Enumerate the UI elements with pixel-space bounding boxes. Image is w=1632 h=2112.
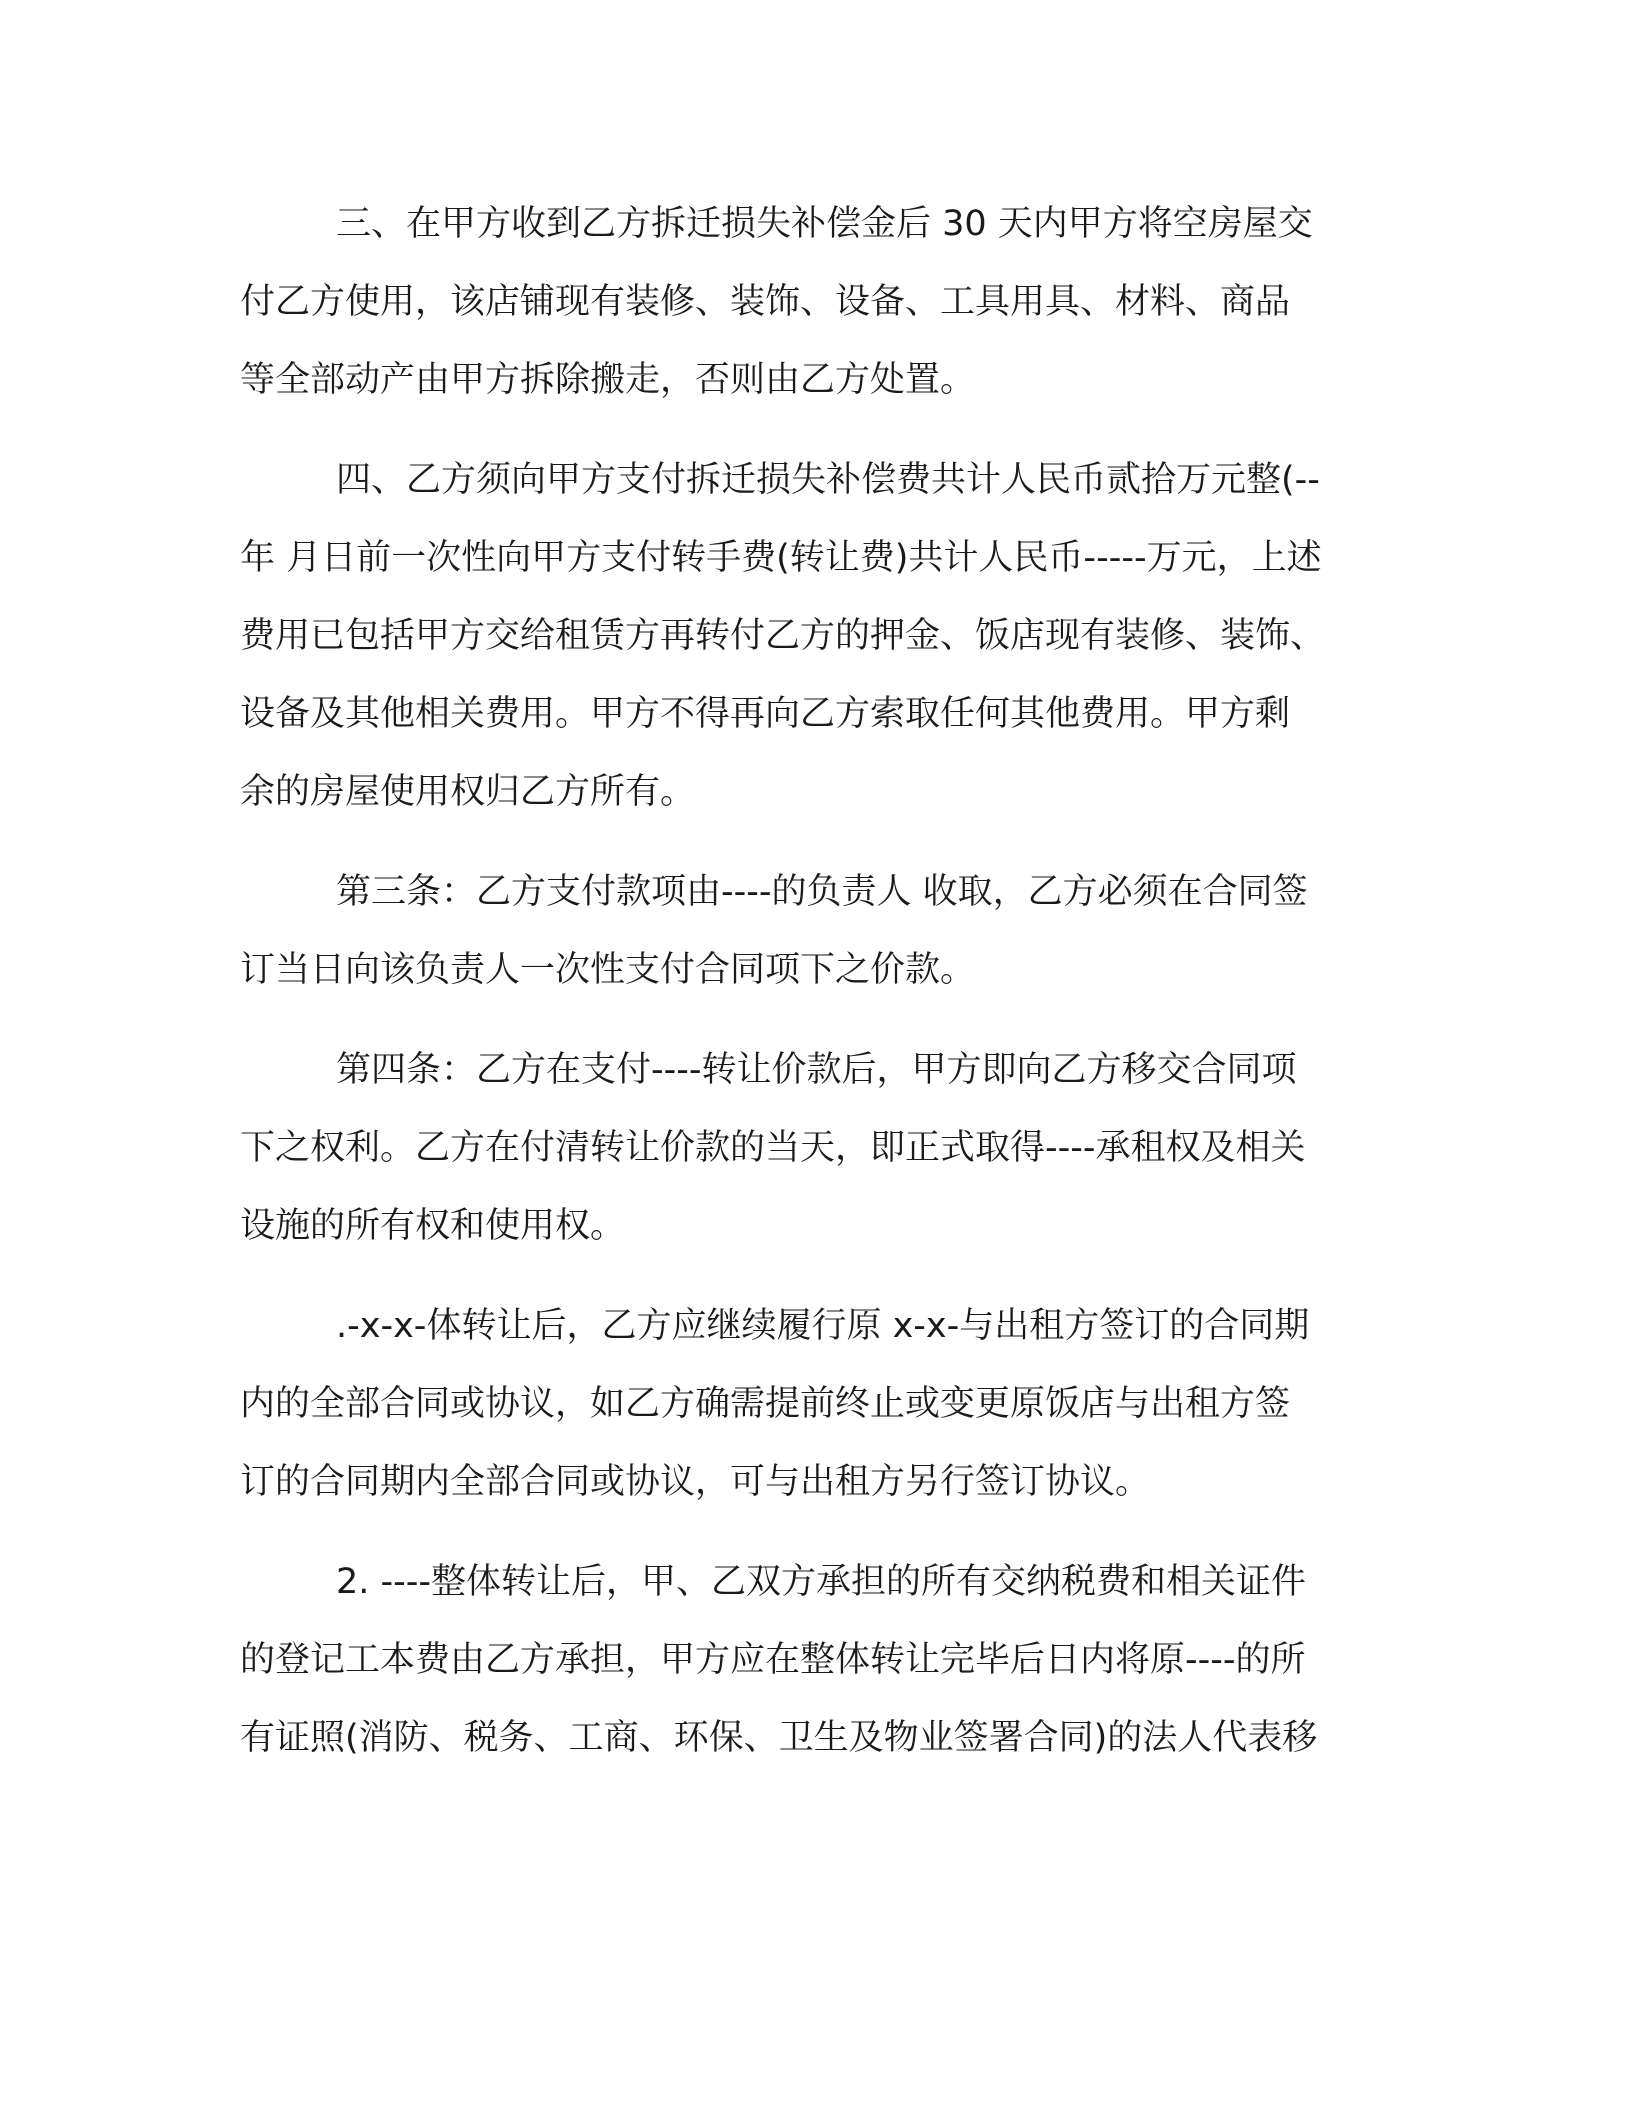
- paragraph-line: 余的房屋使用权归乙方所有。: [240, 772, 696, 812]
- paragraph-line: 付乙方使用，该店铺现有装修、装饰、设备、工具用具、材料、商品: [240, 282, 1291, 322]
- paragraph-line: 下之权利。乙方在付清转让价款的当天，即正式取得----承租权及相关: [240, 1128, 1306, 1168]
- paragraph-line: 2. ----整体转让后，甲、乙双方承担的所有交纳税费和相关证件: [336, 1562, 1307, 1602]
- paragraph-line: 三、在甲方收到乙方拆迁损失补偿金后 30 天内甲方将空房屋交: [336, 204, 1313, 244]
- paragraph-item-2: [240, 1543, 1390, 1777]
- paragraph-line: 有证照(消防、税务、工商、环保、卫生及物业签署合同)的法人代表移: [240, 1718, 1318, 1758]
- paragraph-clause-3: [240, 185, 1390, 419]
- document-body: [240, 185, 1390, 1799]
- paragraph-line: 四、乙方须向甲方支付拆迁损失补偿费共计人民币贰拾万元整(--: [336, 460, 1320, 500]
- paragraph-line: 年 月日前一次性向甲方支付转手费(转让费)共计人民币-----万元，上述: [240, 538, 1322, 578]
- paragraph-line: .-x-x-体转让后，乙方应继续履行原 x-x-与出租方签订的合同期: [336, 1306, 1310, 1346]
- paragraph-line: 等全部动产由甲方拆除搬走，否则由乙方处置。: [240, 360, 976, 400]
- paragraph-clause-4: [240, 441, 1390, 831]
- paragraph-line: 内的全部合同或协议，如乙方确需提前终止或变更原饭店与出租方签: [240, 1384, 1291, 1424]
- paragraph-article-4: [240, 1031, 1390, 1265]
- paragraph-line: 设备及其他相关费用。甲方不得再向乙方索取任何其他费用。甲方剩: [240, 694, 1291, 734]
- paragraph-line: 的登记工本费由乙方承担，甲方应在整体转让完毕后日内将原----的所: [240, 1640, 1306, 1680]
- paragraph-item-1: [240, 1287, 1390, 1521]
- paragraph-line: 第三条：乙方支付款项由----的负责人 收取，乙方必须在合同签: [336, 872, 1308, 912]
- paragraph-line: 设施的所有权和使用权。: [240, 1206, 626, 1246]
- paragraph-article-3: [240, 853, 1390, 1009]
- paragraph-line: 费用已包括甲方交给租赁方再转付乙方的押金、饭店现有装修、装饰、: [240, 616, 1326, 656]
- paragraph-line: 第四条：乙方在支付----转让价款后，甲方即向乙方移交合同项: [336, 1050, 1297, 1090]
- paragraph-line: 订的合同期内全部合同或协议，可与出租方另行签订协议。: [240, 1462, 1151, 1502]
- paragraph-line: 订当日向该负责人一次性支付合同项下之价款。: [240, 950, 976, 990]
